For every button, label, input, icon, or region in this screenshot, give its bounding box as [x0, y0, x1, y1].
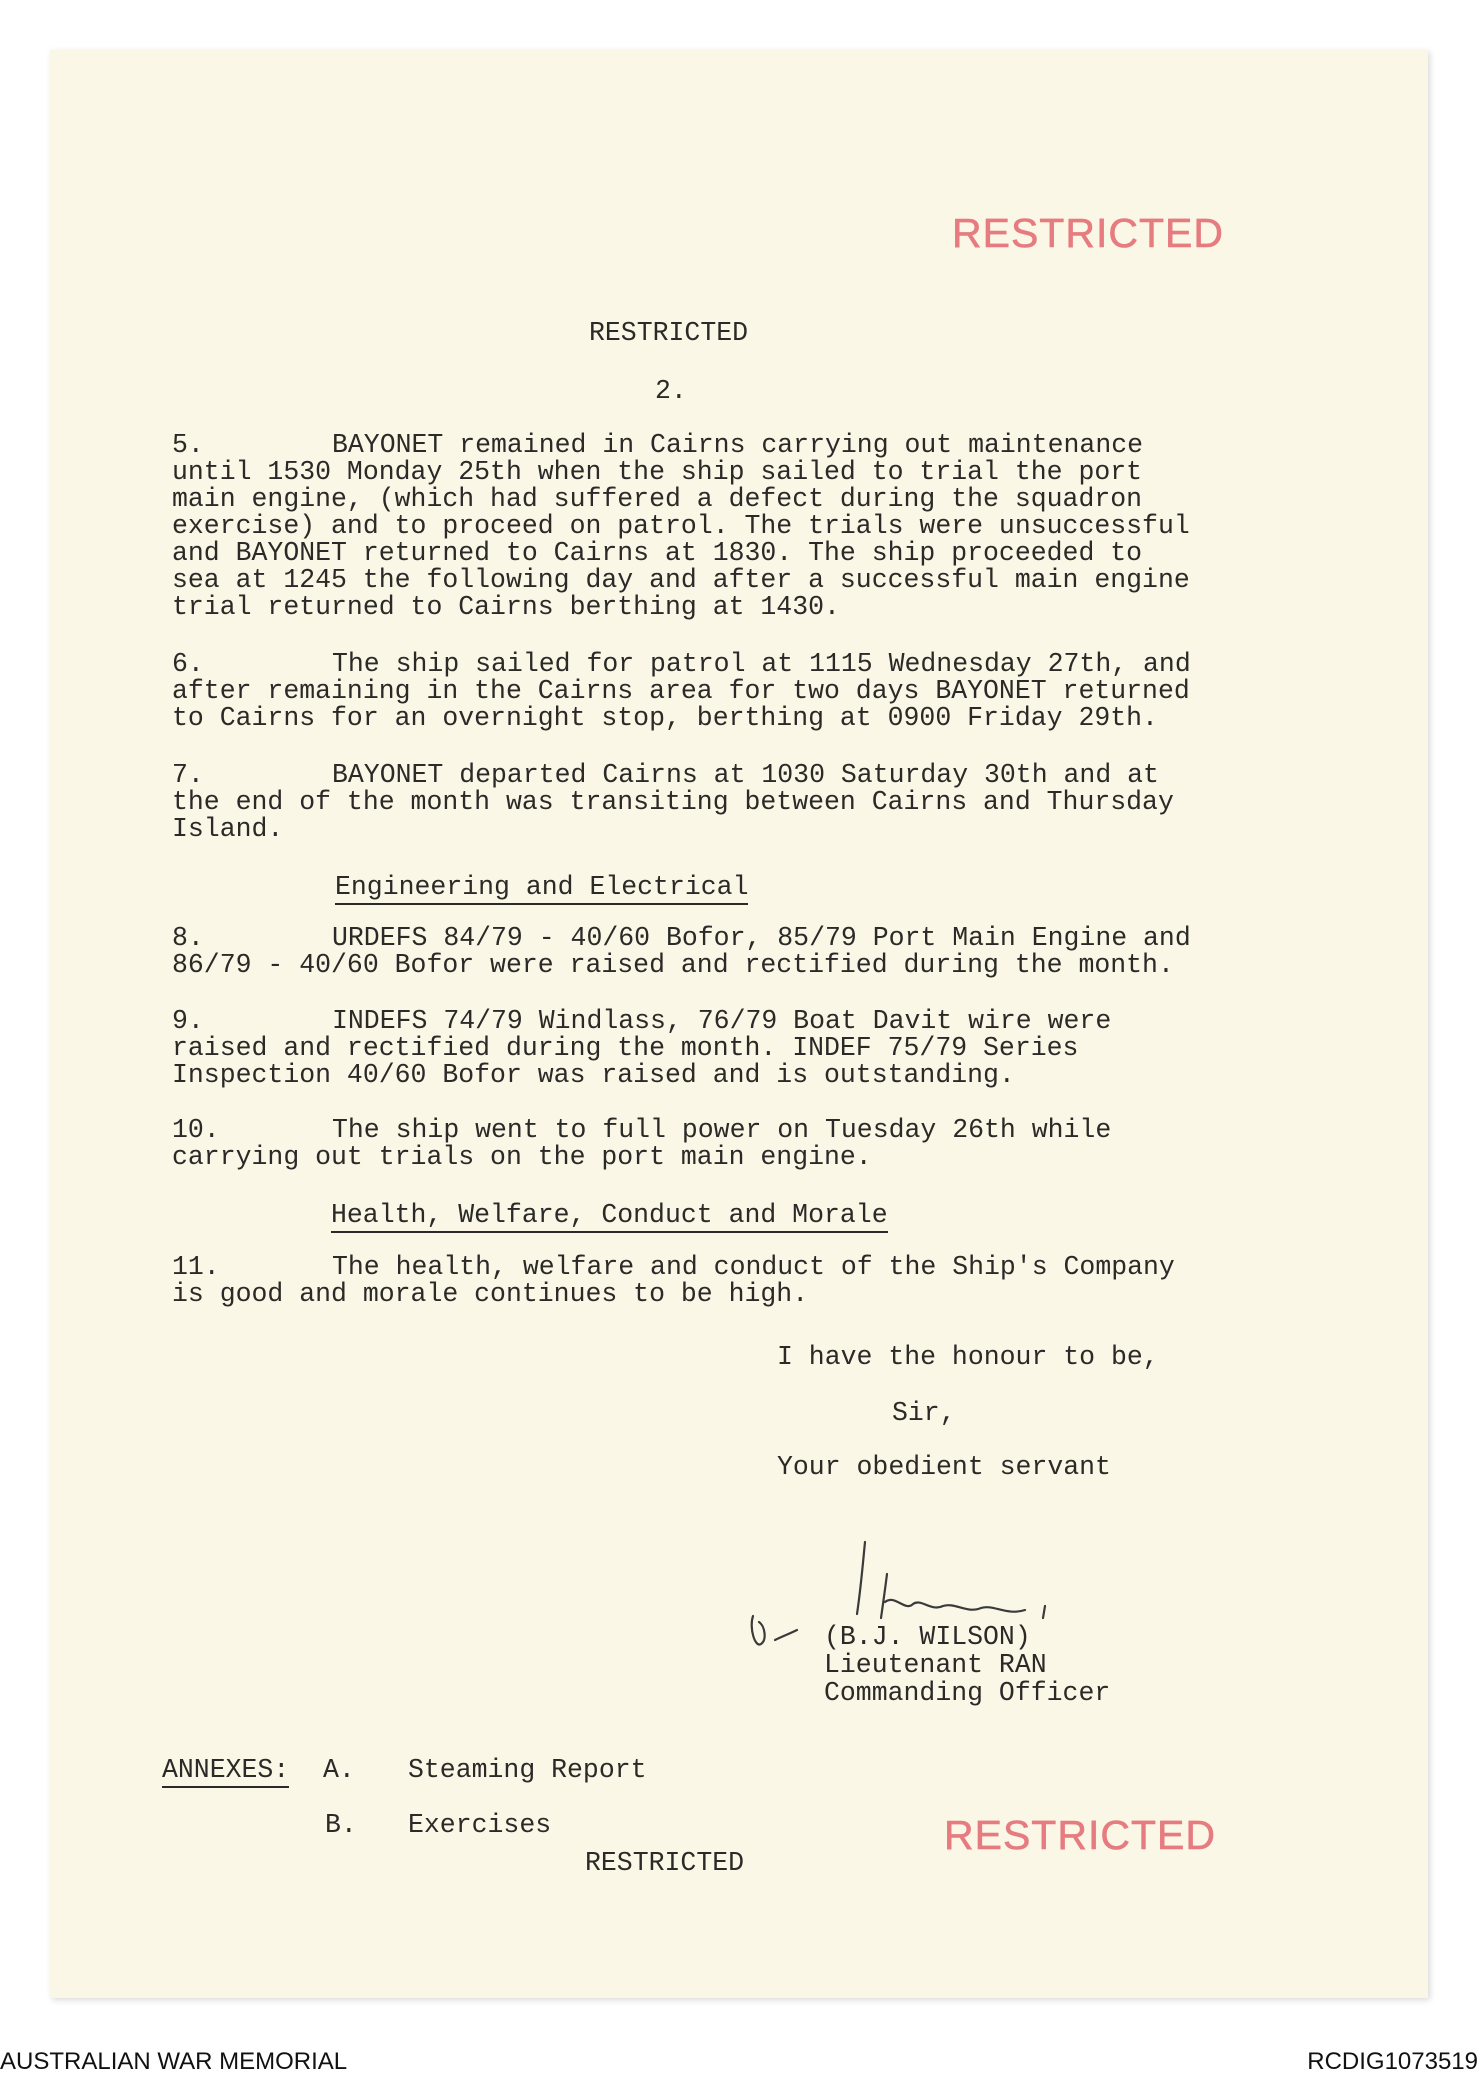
paragraph-number: 6. — [172, 649, 204, 679]
paragraph-5: 5. BAYONET remained in Cairns carrying out maintenance until 1530 Monday 25th when the ship sailed to trial the port main engine, (which had suffered a defect during the squadron exercise) and to proceed on patrol. The trials were unsuccessful and BAYONET returned to Cairns at 1830. The ship proceeded to sea at 1245 the following day and after a successful main engine trial returned to Cairns berthing at 1430. — [172, 430, 1190, 622]
restricted-stamp-bottom: RESTRICTED — [944, 1812, 1216, 1858]
signatory-rank: Lieutenant RAN — [824, 1650, 1047, 1680]
annex-a-letter: A. — [323, 1755, 355, 1785]
page-number: 2. — [655, 376, 687, 406]
paragraph-6: 6. The ship sailed for patrol at 1115 Wednesday 27th, and after remaining in the Cairns area for two days BAYONET returned to Cairns for an overnight stop, berthing at 0900 Friday 29th. — [172, 649, 1191, 733]
closing-line-3: Your obedient servant — [777, 1452, 1111, 1482]
archive-credit: AUSTRALIAN WAR MEMORIAL — [0, 2048, 348, 2075]
classification-header: RESTRICTED — [589, 318, 749, 348]
section-heading-health: Health, Welfare, Conduct and Morale — [331, 1200, 888, 1233]
paragraph-8: 8. URDEFS 84/79 - 40/60 Bofor, 85/79 Port Main Engine and 86/79 - 40/60 Bofor were raised and rectified during the month. — [172, 923, 1191, 980]
closing-line-2: Sir, — [892, 1398, 956, 1428]
paragraph-number: 7. — [172, 760, 204, 790]
archive-reference: RCDIG1073519 — [1307, 2048, 1478, 2075]
paragraph-9: 9. INDEFS 74/79 Windlass, 76/79 Boat Davit wire were raised and rectified during the month. INDEF 75/79 Series Inspection 40/60 Bofor was raised and is outstanding. — [172, 1006, 1112, 1090]
paragraph-7: 7. BAYONET departed Cairns at 1030 Saturday 30th and at the end of the month was transiting between Cairns and Thursday Island. — [172, 760, 1174, 844]
signatory-role: Commanding Officer — [824, 1678, 1111, 1708]
closing-line-1: I have the honour to be, — [777, 1342, 1159, 1372]
paragraph-11: 11. The health, welfare and conduct of the Ship's Company is good and morale continues to be high. — [172, 1252, 1175, 1309]
paragraph-number: 8. — [172, 923, 204, 953]
paragraph-number: 11. — [172, 1252, 220, 1282]
restricted-stamp-top: RESTRICTED — [952, 210, 1224, 256]
classification-footer: RESTRICTED — [585, 1848, 745, 1878]
signatory-name: (B.J. WILSON) — [824, 1622, 1031, 1652]
annexes-label: ANNEXES: — [162, 1755, 289, 1788]
paragraph-number: 9. — [172, 1006, 204, 1036]
annex-a-title: Steaming Report — [408, 1755, 647, 1785]
paragraph-number: 5. — [172, 430, 204, 460]
paragraph-10: 10. The ship went to full power on Tuesday 26th while carrying out trials on the port main engine. — [172, 1115, 1112, 1172]
annex-b-letter: B. — [325, 1810, 357, 1840]
paragraph-number: 10. — [172, 1115, 220, 1145]
section-heading-engineering: Engineering and Electrical — [335, 872, 748, 905]
annex-b-title: Exercises — [408, 1810, 552, 1840]
